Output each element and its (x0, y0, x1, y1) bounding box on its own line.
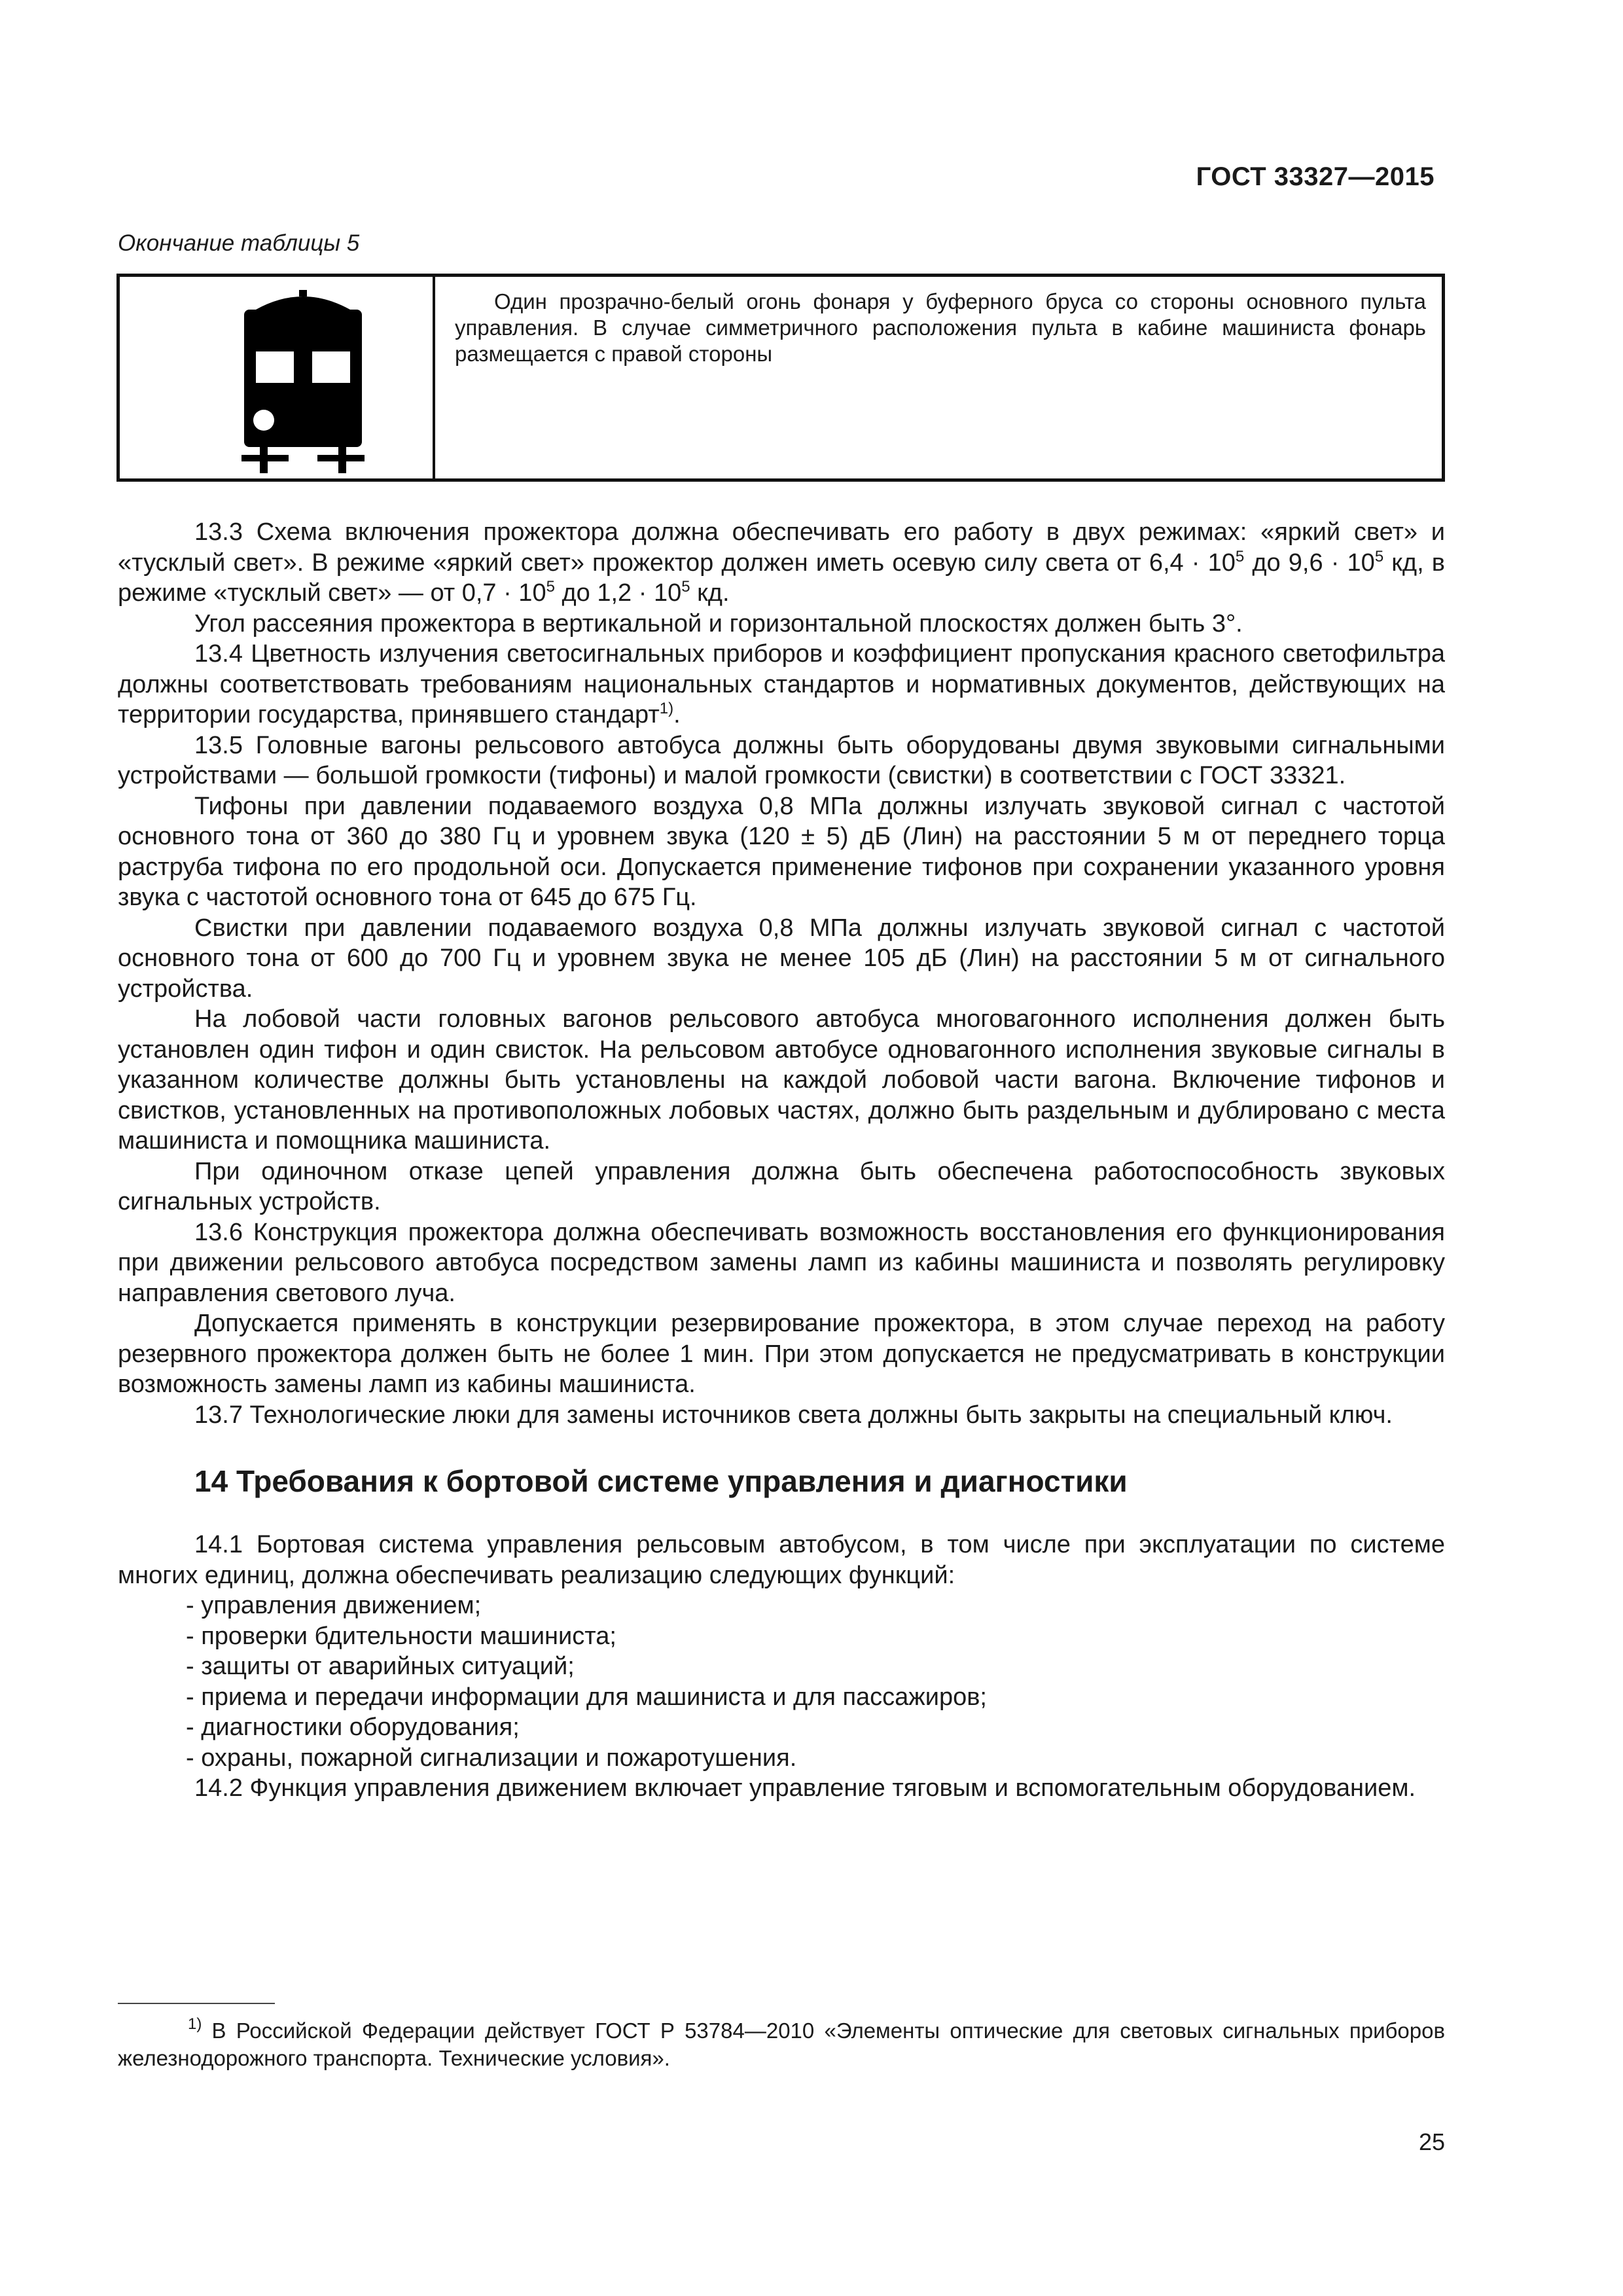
section-heading: 14 Требования к бортовой системе управления и диагностики (194, 1464, 1128, 1498)
paragraph: Допускается применять в конструкции резервирование прожектора, в этом случае переход на работу резервного прожектора должен быть не более 1 мин. При этом допускается не предусматривать в конструкции возможность замены ламп из кабины машиниста. (118, 1310, 1445, 1398)
paragraph-13-4: 13.4 Цветность излучения светосигнальных приборов и коэффициент пропускания красного светофильтра должны соответствовать требованиям национальных стандартов и нормативных документов, действующих на территории государства, принявшего стандарт$^{1)}$. (118, 640, 1445, 728)
list-item: - приема и передачи информации для машиниста и для пассажиров; (186, 1683, 987, 1711)
list-item: - проверки бдительности машиниста; (186, 1622, 616, 1650)
paragraph: Свистки при давлении подаваемого воздуха 0,8 МПа должны излучать звуковой сигнал с частотой основного тона от 600 до 700 Гц и уровнем звука не менее 105 дБ (Лин) на расстоянии 5 м от сигнального устройства. (118, 914, 1445, 1003)
paragraph: При одиночном отказе цепей управления должна быть обеспечена работоспособность звуковых сигнальных устройств. (118, 1157, 1445, 1215)
page-number: 25 (1418, 2128, 1445, 2155)
paragraph: На лобовой части головных вагонов рельсового автобуса многовагонного исполнения должен быть установлен один тифон и один свисток. На рельсовом автобусе одновагонного исполнения звуковые сигналы в указанном количестве должны быть установлены на каждой лобовой части вагона. Включение тифонов и свистков, установленных на противоположных лобовых частях, должно быть раздельным и дублировано с места машиниста и помощника машиниста. (118, 1005, 1445, 1155)
paragraph: Тифоны при давлении подаваемого воздуха 0,8 МПа должны излучать звуковой сигнал с частотой основного тона от 360 до 380 Гц и уровнем звука (120 ± 5) дБ (Лин) на расстоянии 5 м от переднего торца раструба тифона по его продольной оси. Допускается применение тифонов при сохранении указанного уровня звука с частотой основного тона от 645 до 675 Гц. (118, 792, 1445, 911)
paragraph-13-6: 13.6 Конструкция прожектора должна обеспечивать возможность восстановления его функционирования при движении рельсового автобуса посредством замены ламп из кабины машиниста и позволять регулировку направления светового луча. (118, 1218, 1445, 1307)
list-item: - управления движением; (186, 1592, 482, 1619)
paragraph: Угол рассеяния прожектора в вертикальной и горизонтальной плоскостях должен быть 3°. (194, 609, 1243, 637)
table-description: Один прозрачно-белый огонь фонаря у буферного бруса со стороны основного пульта управления. В случае симметричного расположения пульта в кабине машиниста фонарь размещается с правой стороны (455, 289, 1426, 366)
footnote: $^{1)}$ В Российской Федерации действует ГОСТ Р 53784—2010 «Элементы оптические для световых сигнальных приборов железнодорожного транспорта. Технические условия». (118, 2015, 1445, 2070)
paragraph-13-5: 13.5 Головные вагоны рельсового автобуса должны быть оборудованы двумя звуковыми сигнальными устройствами — большой громкости (тифоны) и малой громкости (свистки) в соответствии с ГОСТ 33321. (118, 731, 1445, 789)
list-item: - охраны, пожарной сигнализации и пожаротушения. (186, 1744, 797, 1772)
paragraph-14-1: 14.1 Бортовая система управления рельсовым автобусом, в том числе при эксплуатации по системе многих единиц, должна обеспечивать реализацию следующих функций: (118, 1531, 1445, 1589)
function-list (118, 1590, 1445, 1773)
footnote-separator (118, 2003, 275, 2004)
footnote-marker: 1) (188, 2015, 202, 2033)
list-item: - защиты от аварийных ситуаций; (186, 1653, 575, 1680)
document-code: ГОСТ 33327—2015 (1196, 162, 1435, 191)
paragraph-13-7: 13.7 Технологические люки для замены источников света должны быть закрыты на специальный ключ. (194, 1401, 1393, 1429)
signal-table (116, 274, 1445, 482)
train-front-icon (218, 290, 388, 475)
table-icon-cell (120, 277, 435, 478)
table-caption: Окончание таблицы 5 (118, 230, 360, 256)
paragraph-14-2: 14.2 Функция управления движением включает управление тяговым и вспомогательным оборудованием. (194, 1774, 1416, 1802)
list-item: - диагностики оборудования; (186, 1713, 520, 1741)
main-text (118, 517, 1445, 1804)
footnote-ref: 1) (659, 700, 674, 717)
paragraph-13-3: 13.3 Схема включения прожектора должна обеспечивать его работу в двух режимах: «яркий свет» и «тусклый свет». В режиме «яркий свет» прожектор должен иметь осевую силу света от $6,4 \cdot 10^5$ до $9,6 \cdot 10^5$ кд, в режиме «тусклый свет» — от $0,7 \cdot 10^5$ до $1,2 \cdot 10^5$ кд. (118, 518, 1445, 607)
